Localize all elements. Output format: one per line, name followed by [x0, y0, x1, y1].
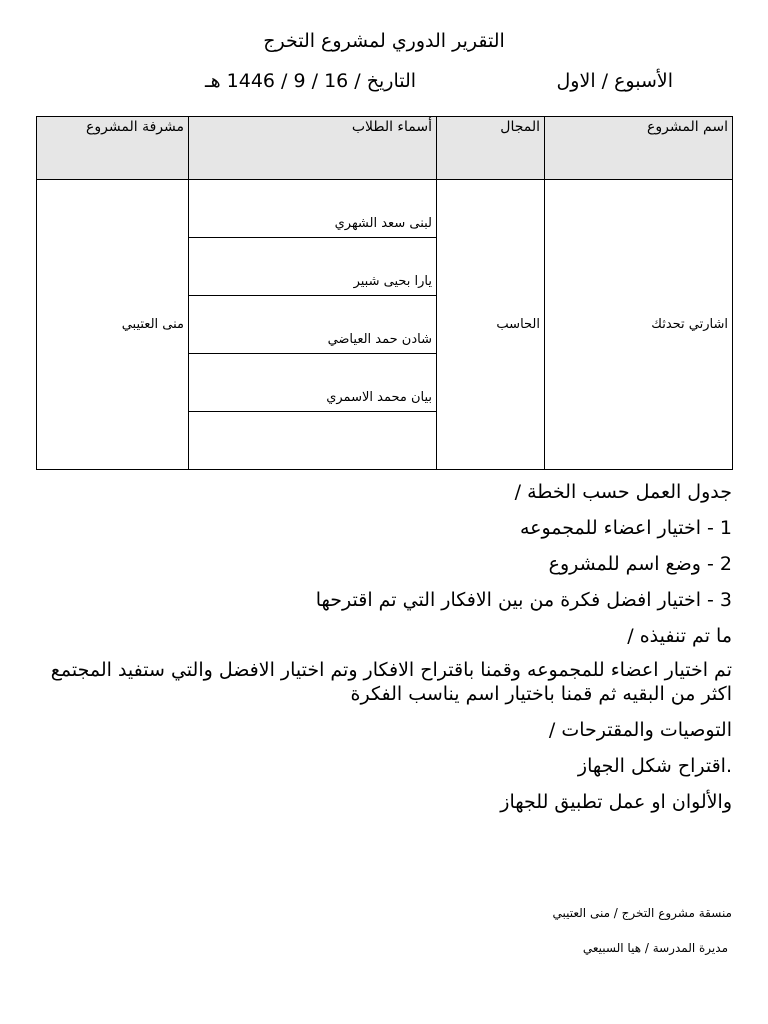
- field-cell: الحاسب: [437, 180, 545, 470]
- done-text: تم اختيار اعضاء للمجموعه وقمنا باقتراح الافكار وتم اختيار الافضل والتي ستفيد المجتمع اكثر من البقيه ثم قمنا باختيار اسم يناسب الفكرة: [50, 659, 732, 705]
- project-info-table: [36, 116, 733, 470]
- report-title: التقرير الدوري لمشروع التخرج: [263, 30, 505, 52]
- header-supervisor: مشرفة المشروع: [37, 117, 189, 180]
- done-heading: ما تم تنفيذه /: [627, 625, 732, 647]
- student-name: بيان محمد الاسمري: [326, 390, 432, 405]
- plan-item: 2 - وضع اسم للمشروع: [548, 553, 732, 575]
- report-body: [32, 474, 732, 820]
- principal-signature: مديرة المدرسة / هيا السبيعي: [582, 941, 728, 955]
- students-cell: [189, 180, 437, 470]
- recommendation-line: .اقتراح شكل الجهاز: [577, 755, 732, 777]
- table-row: [37, 180, 733, 470]
- project-name-cell: اشارتي تحدثك: [545, 180, 733, 470]
- header-field: المجال: [437, 117, 545, 180]
- header-project-name: اسم المشروع: [545, 117, 733, 180]
- student-name: لبنى سعد الشهري: [334, 216, 432, 231]
- recommendations-heading: التوصيات والمقترحات /: [548, 719, 732, 741]
- recommendation-line: والألوان او عمل تطبيق للجهاز: [500, 791, 732, 813]
- student-row: [189, 180, 436, 238]
- student-name: يارا بحيى شبير: [353, 274, 432, 289]
- table-header-row: [37, 117, 733, 180]
- plan-item: 3 - اختيار افضل فكرة من بين الافكار التي تم اقترحها: [315, 589, 732, 611]
- week-label: الأسبوع / الاول: [556, 70, 673, 92]
- plan-heading: جدول العمل حسب الخطة /: [514, 481, 732, 503]
- supervisor-cell: منى العتيبي: [37, 180, 189, 470]
- header-students: أسماء الطلاب: [189, 117, 437, 180]
- date-label: التاريخ / 16 / 9 / 1446 هـ: [205, 70, 417, 92]
- student-name: شادن حمد العياضي: [327, 332, 432, 347]
- student-row: [189, 354, 436, 412]
- report-subheader: [0, 70, 768, 100]
- student-row: [189, 296, 436, 354]
- coordinator-signature: منسقة مشروع التخرج / منى العتيبي: [552, 906, 732, 920]
- plan-item: 1 - اختيار اعضاء للمجموعه: [519, 517, 732, 539]
- student-row: [189, 238, 436, 296]
- student-row-empty: [189, 412, 436, 469]
